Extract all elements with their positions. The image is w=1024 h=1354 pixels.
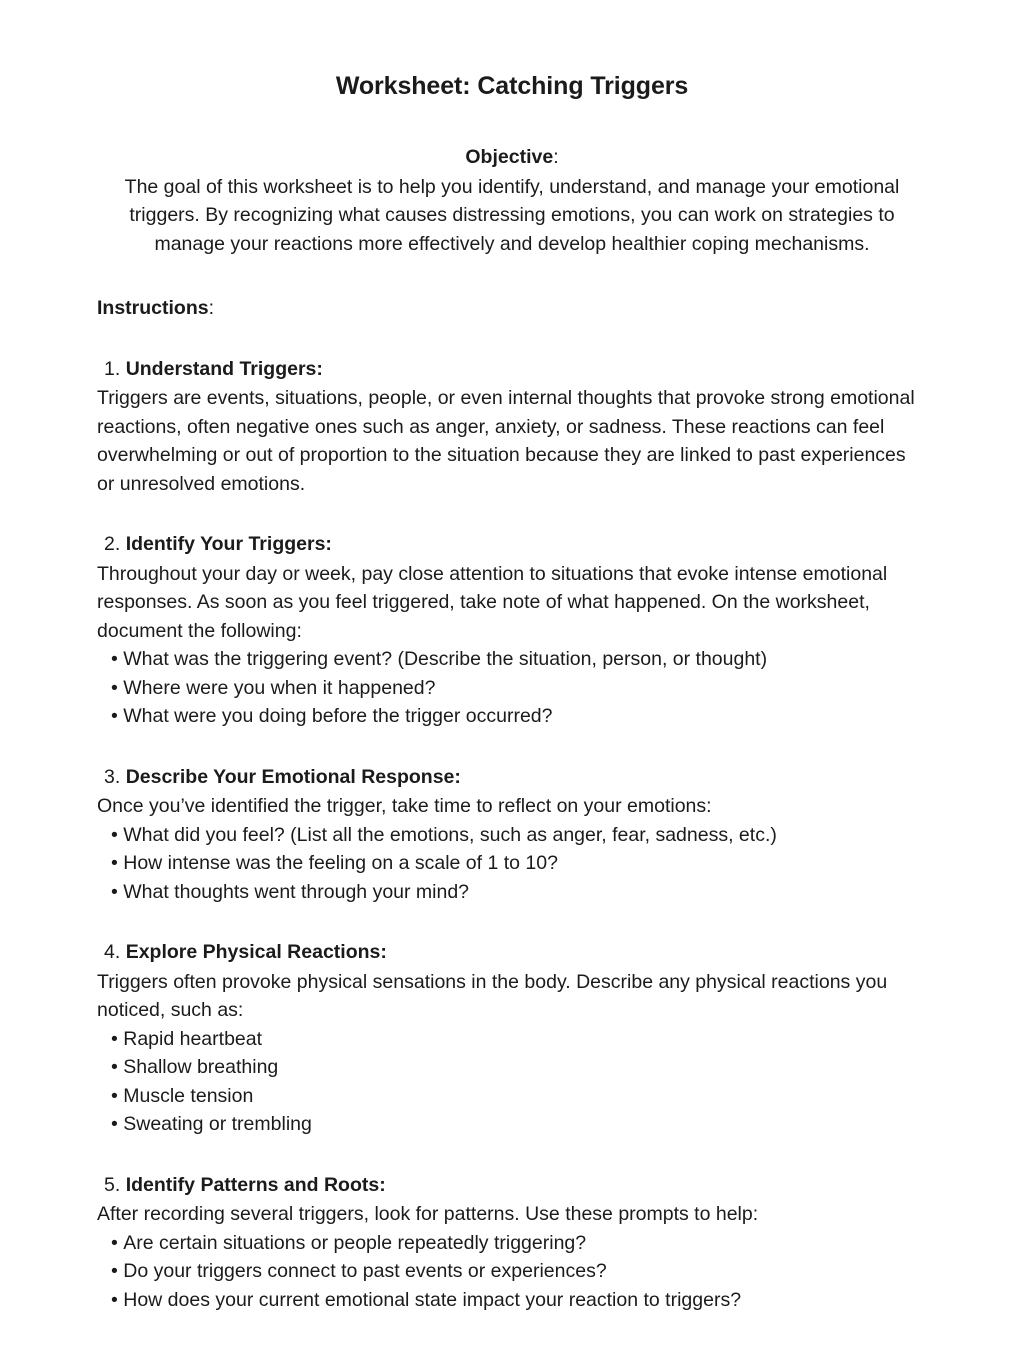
list-item: • Shallow breathing <box>104 1053 927 1082</box>
instruction-sections <box>97 355 927 1315</box>
section-body: Triggers often provoke physical sensations in the body. Describe any physical reactions you noticed, such as: <box>97 970 888 1021</box>
objective-label: Objective <box>465 146 554 168</box>
bullet-list <box>97 821 927 907</box>
section-heading <box>97 938 927 967</box>
list-item: • How intense was the feeling on a scale of 1 to 10? <box>104 849 927 878</box>
section-name: Describe Your Emotional Response: <box>125 765 461 788</box>
instruction-section <box>97 938 927 1139</box>
objective-block <box>97 143 927 258</box>
list-item: • What thoughts went through your mind? <box>104 878 927 907</box>
section-name: Identify Your Triggers: <box>125 533 332 555</box>
section-heading <box>97 1171 927 1200</box>
list-item: • Are certain situations or people repeatedly triggering? <box>104 1229 927 1258</box>
section-number: 5. <box>104 1173 121 1196</box>
section-number: 4. <box>104 941 121 963</box>
section-body: After recording several triggers, look for patterns. Use these prompts to help: <box>97 1203 759 1225</box>
bullet-list <box>97 645 927 731</box>
section-number: 3. <box>104 765 121 788</box>
instruction-section <box>97 530 927 731</box>
section-body: Once you’ve identified the trigger, take time to reflect on your emotions: <box>97 795 712 817</box>
list-item: • Do your triggers connect to past events or experiences? <box>104 1257 927 1286</box>
list-item: • What were you doing before the trigger occurred? <box>104 702 927 731</box>
section-heading <box>97 530 927 559</box>
section-body: Throughout your day or week, pay close attention to situations that evoke intense emotional responses. As soon as you feel triggered, take note of what happened. On the worksheet, document the following: <box>97 562 888 642</box>
instructions-heading <box>97 294 927 323</box>
section-name: Identify Patterns and Roots: <box>125 1173 386 1196</box>
section-heading <box>97 355 927 384</box>
instruction-section <box>97 1171 927 1315</box>
section-heading <box>97 763 927 792</box>
list-item: • What was the triggering event? (Describe the situation, person, or thought) <box>104 645 927 674</box>
instruction-section <box>97 355 927 499</box>
list-item: • Muscle tension <box>104 1082 927 1111</box>
instructions-colon: : <box>208 297 215 319</box>
objective-text: The goal of this worksheet is to help you identify, understand, and manage your emotional triggers. By recognizing what causes distressing emotions, you can work on strategies to manage your reactions more effectively and develop healthier coping mechanisms. <box>124 175 900 255</box>
list-item: • What did you feel? (List all the emotions, such as anger, fear, sadness, etc.) <box>104 821 927 850</box>
section-body: Triggers are events, situations, people, or even internal thoughts that provoke strong emotional reactions, often negative ones such as anger, anxiety, or sadness. These reactions can feel overwhelming or out of proportion to the situation because they are linked to past experiences or unresolved emotions. <box>97 387 915 495</box>
list-item: • Rapid heartbeat <box>104 1025 927 1054</box>
section-number: 2. <box>104 533 121 555</box>
page-title: Worksheet: Catching Triggers <box>335 72 689 100</box>
section-number: 1. <box>104 357 121 380</box>
section-name: Understand Triggers: <box>125 357 323 380</box>
list-item: • Where were you when it happened? <box>104 674 927 703</box>
list-item: • How does your current emotional state impact your reaction to triggers? <box>104 1286 927 1315</box>
objective-colon: : <box>553 146 559 168</box>
instructions-label: Instructions <box>97 297 209 319</box>
bullet-list <box>97 1229 927 1315</box>
bullet-list <box>97 1025 927 1139</box>
section-name: Explore Physical Reactions: <box>125 941 387 963</box>
list-item: • Sweating or trembling <box>104 1110 927 1139</box>
objective-heading <box>103 143 921 172</box>
instruction-section <box>97 763 927 907</box>
